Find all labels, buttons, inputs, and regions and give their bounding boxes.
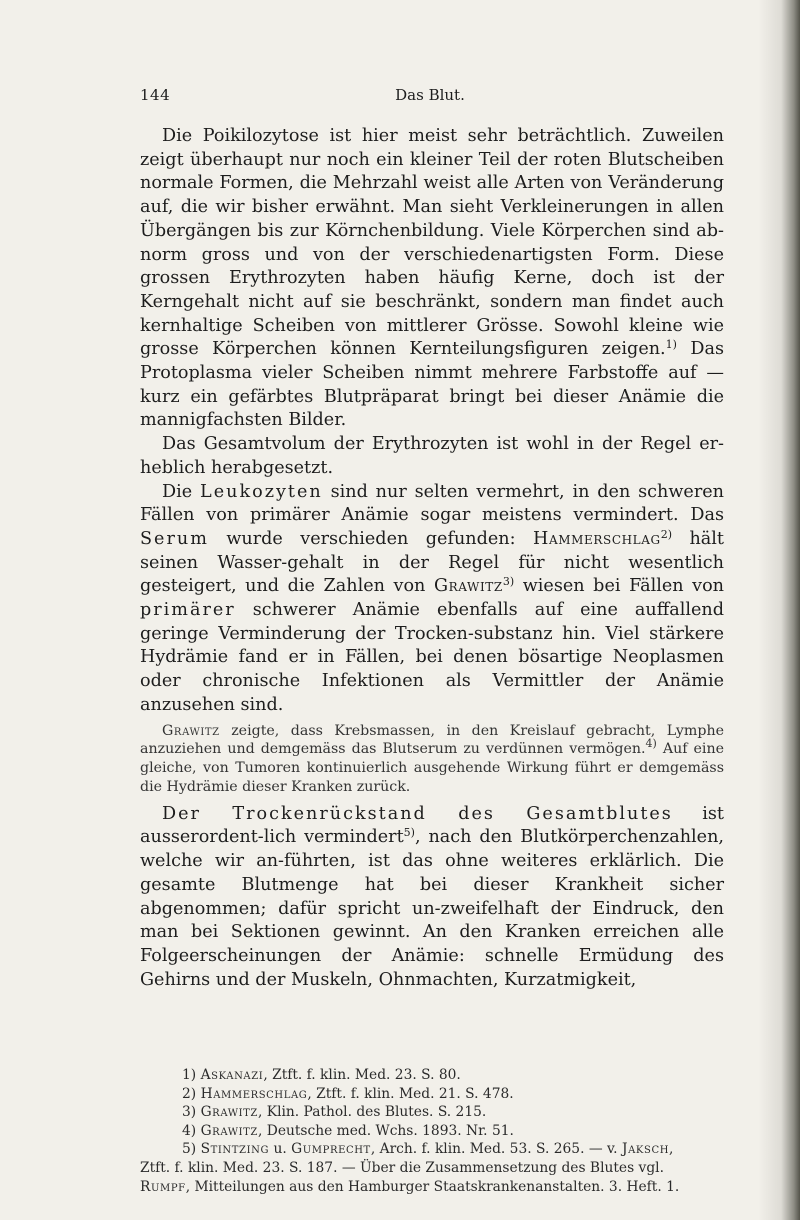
footnote-number: 3) (182, 1104, 197, 1121)
paragraph-text: wiesen bei Fällen von (514, 576, 725, 597)
footnotes (140, 1066, 724, 1196)
author-name: Stintzing (200, 1141, 270, 1158)
spaced-term: primärer (140, 600, 236, 621)
footnote-number: 4) (182, 1122, 197, 1139)
footnote-ref-5: 5) (403, 826, 415, 840)
page-header (140, 86, 720, 110)
author-name: Hammerschlag (200, 1085, 308, 1102)
footnote-3 (140, 1103, 724, 1122)
footnote-2 (140, 1085, 724, 1104)
spaced-term: Serum (140, 528, 209, 549)
author-name: Rumpf (140, 1178, 186, 1195)
paragraph-leukozyten: Die Leukozyten sind nur selten vermehrt, in den schweren Fällen von primärer Anämie sogar meistens vermindert. Das Serum wurde verschieden gefunden: Hammerschlag$^{2)}$ hält seinen Wasser-gehalt in der Regel für nicht wesentlich gesteigert, und die Zahlen von Grawitz$^{3)}$ wiesen bei Fällen von primärer schwerer Anämie ebenfalls auf eine auffallend geringe Verminderung der Trocken-substanz hin. Viel stärkere Hydrämie fand er in Fällen, bei denen bösartige Neoplasmen oder chronische Infektionen als Vermittler der Anämie anzusehen sind. (140, 481, 725, 715)
footnote-ref-2: 2) (660, 527, 672, 541)
page-binding-shadow (758, 0, 800, 1220)
paragraph-small-print (140, 722, 724, 797)
spaced-term: Der Trockenrückstand des Gesamtblutes (162, 803, 673, 824)
footnote-ref-3: 3) (502, 575, 515, 589)
citation-text: , (669, 1141, 674, 1158)
paragraph-gesamtvolum: Das Gesamtvolum der Erythrozyten ist wohl in der Regel er-heblich herabgesetzt. (140, 434, 724, 478)
paragraph-text: sind nur selten vermehrt, in den schweren Fällen von primärer Anämie sogar meistens vermindert. Das (140, 481, 724, 526)
paragraph-text: Das Protoplasma vieler Scheiben nimmt mehrere Farbstoffe auf — kurz ein gefärbtes Blutpräparat bringt bei dieser Anämie die mannigfachsten Bilder. (140, 339, 724, 431)
author-name: Askanazi (200, 1067, 264, 1083)
running-head: Das Blut. (395, 86, 465, 104)
author-name: Grawitz (200, 1104, 258, 1121)
author-name: Gumprecht (291, 1141, 371, 1158)
paragraph-text: Auf eine gleiche, von Tumoren kontinuierlich ausgehende Wirkung führt er demgemäss die Hydrämie dieser Kranken zurück. (140, 741, 724, 795)
citation-text: , Deutsche med. Wchs. 1893. Nr. 51. (257, 1122, 514, 1139)
footnote-4 (140, 1122, 724, 1141)
author-name: Grawitz (162, 722, 220, 739)
footnote-5-continued (140, 1178, 724, 1197)
paragraph-text: zeigte, dass Krebsmassen, in den Kreislauf gebracht, Lymphe anzuziehen und demgemäss das Blutserum zu verdünnen vermögen. (140, 722, 724, 758)
citation-text: , Klin. Pathol. des Blutes. S. 215. (257, 1104, 487, 1121)
citation-text: , Arch. f. klin. Med. 53. S. 265. — v. (370, 1141, 622, 1158)
spaced-term: Leukozyten (200, 481, 323, 502)
author-name: Grawitz (433, 576, 503, 597)
author-name: Hammerschlag (533, 528, 661, 549)
footnote-5-continued: Ztft. f. klin. Med. 23. S. 187. — Über die Zusammensetzung des Blutes vgl. (140, 1159, 664, 1176)
author-name: Grawitz (200, 1122, 258, 1139)
paragraph-text: ist ausserordent-lich vermindert (140, 803, 725, 848)
footnote-number: 1) (182, 1067, 197, 1083)
footnote-5 (140, 1140, 724, 1159)
paragraph-poikilozytose (140, 125, 724, 433)
citation-text: u. (269, 1141, 292, 1158)
footnote-ref-1: 1) (665, 338, 677, 352)
page-number: 144 (140, 86, 171, 104)
footnote-ref-4: 4) (645, 737, 657, 751)
footnote-1 (140, 1066, 724, 1085)
paragraph-text: hält seinen Wasser-gehalt in der Regel für nicht wesentlich gesteigert, und die Zahlen von (140, 528, 724, 597)
citation-text: , Ztft. f. klin. Med. 21. S. 478. (307, 1085, 514, 1102)
paragraph-text: , nach den Blutkörperchenzahlen, welche wir an-führten, ist das ohne weiteres erklärlich. Die gesamte Blutmenge hat bei dieser Krankheit sicher abgenommen; dafür spricht un-zweifelhaft der Eindruck, den man bei Sektionen gewinnt. An den Kranken erreichen alle Folgeerscheinungen der Anämie: schnelle Ermüdung des Gehirns und der Muskeln, Ohnmachten, Kurzatmigkeit, (140, 827, 724, 990)
footnote-number: 2) (182, 1085, 197, 1102)
paragraph-trockenrueckstand (140, 803, 724, 993)
paragraph-text: wurde verschieden gefunden: (208, 528, 534, 549)
author-name: Jaksch (621, 1141, 670, 1158)
citation-text: , Ztft. f. klin. Med. 23. S. 80. (263, 1067, 461, 1083)
paragraph-text: schwerer Anämie ebenfalls auf eine auffallend geringe Verminderung der Trocken-substanz hin. Viel stärkere Hydrämie fand er in Fällen, bei denen bösartige Neoplasmen oder chronische Infektionen als Vermittler der Anämie anzusehen sind. (140, 600, 724, 715)
footnote-number: 5) (182, 1141, 197, 1158)
citation-text: , Mitteilungen aus den Hamburger Staatskrankenanstalten. 3. Heft. 1. (185, 1178, 680, 1195)
paragraph-text: Die Poikilozytose ist hier meist sehr beträchtlich. Zuweilen zeigt überhaupt nur noch ein kleiner Teil der roten Blutscheiben normale Formen, die Mehrzahl weist alle Arten von Veränderung auf, die wir bisher erwähnt. Man sieht Verkleinerungen in allen Übergängen bis zur Körnchenbildung. Viele Körperchen sind ab-norm gross und von der verschiedenartigsten Form. Diese grossen Erythrozyten haben häufig Kerne, doch ist der Kerngehalt nicht auf sie beschränkt, sondern man findet auch kernhaltige Scheiben von mittlerer Grösse. Sowohl kleine wie grosse Körperchen können Kernteilungsfiguren zeigen. (140, 126, 724, 360)
body-text (140, 125, 724, 992)
